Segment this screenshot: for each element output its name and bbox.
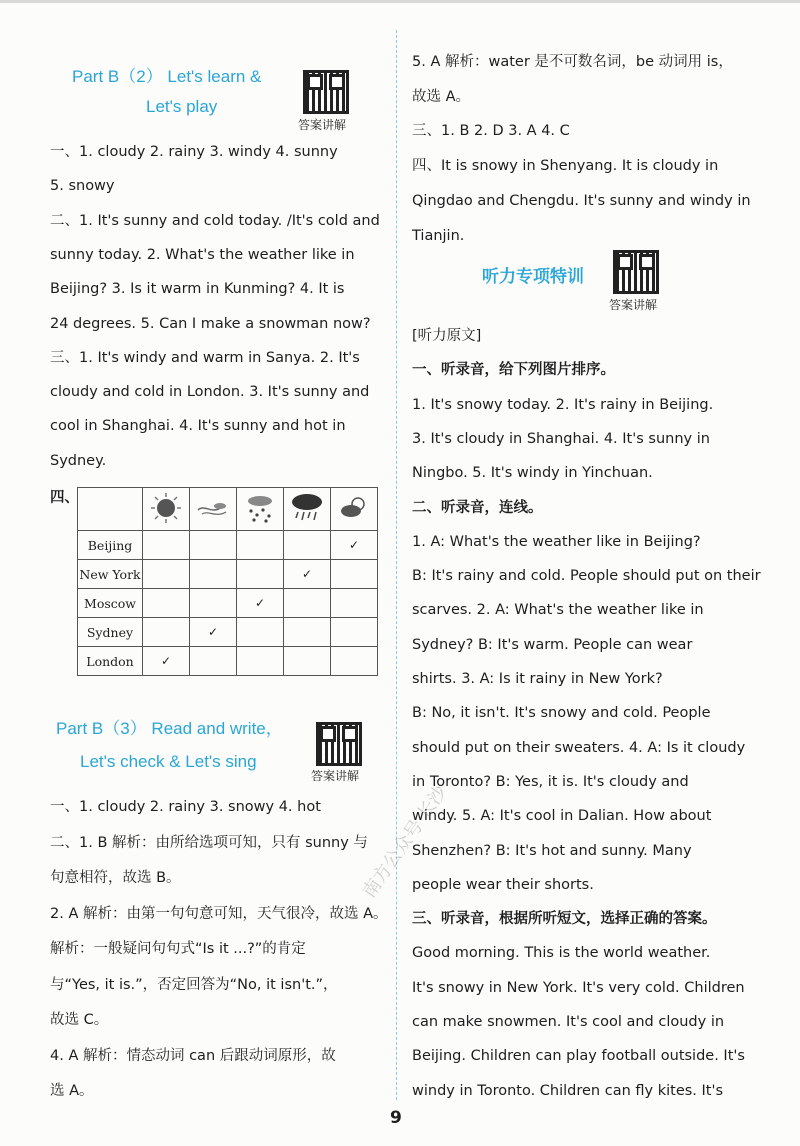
text-line: 4. A 解析：情态动词 can 后跟动词原形，故 xyxy=(50,1047,336,1064)
text-line: should put on their sweaters. 4. A: Is it cloudy xyxy=(412,739,746,756)
text-line: 四、It is snowy in Shenyang. It is cloudy in xyxy=(412,158,719,175)
check-cell xyxy=(331,560,378,589)
corner-cell xyxy=(78,488,143,531)
text-line: Good morning. This is the world weather. xyxy=(412,945,711,962)
cloudy-icon xyxy=(331,488,378,531)
check-cell xyxy=(331,618,378,647)
table-label: 四、 xyxy=(50,490,79,506)
watermark: 南方公众号 长沙 xyxy=(358,781,452,902)
table-row xyxy=(78,589,378,618)
weather-table xyxy=(77,487,378,676)
windy-icon xyxy=(190,488,237,531)
check-cell xyxy=(143,589,190,618)
text-line: 三、听录音，根据所听短文，选择正确的答案。 xyxy=(412,911,717,928)
text-line: Sydney. xyxy=(50,452,107,469)
text-line: 句意相符，故选 B。 xyxy=(50,870,181,886)
check-cell xyxy=(284,589,331,618)
text-line: in Toronto? B: Yes, it is. It's cloudy and xyxy=(412,773,689,790)
text-line: 5. snowy xyxy=(50,178,115,195)
text-line: sunny today. 2. What's the weather like in xyxy=(50,246,355,263)
text-line: 故选 C。 xyxy=(50,1012,109,1028)
check-cell xyxy=(190,560,237,589)
check-cell xyxy=(143,560,190,589)
text-line: Beijing. Children can play football outside. It's xyxy=(412,1048,745,1065)
qr-label: 答案讲解 xyxy=(298,118,347,132)
text-line: Tianjin. xyxy=(412,227,465,244)
city-cell: New York xyxy=(78,560,143,589)
text-line: cool in Shanghai. 4. It's sunny and hot in xyxy=(50,418,346,435)
text-line: cloudy and cold in London. 3. It's sunny and xyxy=(50,384,370,401)
table-row xyxy=(78,560,378,589)
qr-code-icon xyxy=(316,722,362,766)
check-cell xyxy=(237,647,284,676)
text-line: can make snowmen. It's cool and cloudy in xyxy=(412,1014,725,1030)
text-line: Beijing? 3. Is it warm in Kunming? 4. It is xyxy=(50,281,345,298)
qr-code-icon xyxy=(303,70,349,114)
section-title-part-b2-line1: Part B（2） Let's learn & xyxy=(72,67,262,86)
text-line: scarves. 2. A: What's the weather like in xyxy=(412,602,704,619)
text-line: 故选 A。 xyxy=(412,88,471,105)
text-line: 三、1. B 2. D 3. A 4. C xyxy=(412,123,570,140)
text-line: 1. It's snowy today. 2. It's rainy in Beijing. xyxy=(412,396,714,413)
city-cell: Sydney xyxy=(78,618,143,647)
column-divider xyxy=(396,30,397,1100)
check-cell xyxy=(237,531,284,560)
text-line: Qingdao and Chengdu. It's sunny and windy in xyxy=(412,192,751,209)
section-title-part-b2-line2: Let's play xyxy=(146,97,218,116)
page-number: 9 xyxy=(390,1108,402,1128)
text-line: 二、1. B 解析：由所给选项可知，只有 sunny 与 xyxy=(50,834,368,851)
text-line: Shenzhen? B: It's hot and sunny. Many xyxy=(412,842,692,859)
section-title-part-b3-line1: Part B（3） Read and write， xyxy=(56,719,283,738)
text-line: 解析：一般疑问句句式“Is it ...?”的肯定 xyxy=(50,941,306,957)
check-cell xyxy=(331,647,378,676)
qr-label: 答案讲解 xyxy=(609,298,658,312)
check-cell xyxy=(284,531,331,560)
text-line: Ningbo. 5. It's windy in Yinchuan. xyxy=(412,465,653,482)
text-line: windy. 5. A: It's cool in Dalian. How about xyxy=(412,808,712,825)
check-cell xyxy=(190,531,237,560)
section-title-listening: 听力专项特训 xyxy=(482,267,584,286)
check-cell xyxy=(190,647,237,676)
check-cell xyxy=(237,618,284,647)
rainy-icon xyxy=(284,488,331,531)
check-cell xyxy=(237,560,284,589)
text-line: Sydney? B: It's warm. People can wear xyxy=(412,636,693,653)
check-cell xyxy=(331,589,378,618)
qr-label: 答案讲解 xyxy=(311,769,360,783)
qr-code-icon xyxy=(613,250,659,294)
sunny-icon xyxy=(143,488,190,531)
text-line: [听力原文] xyxy=(412,328,482,344)
text-line: 一、1. cloudy 2. rainy 3. windy 4. sunny xyxy=(50,144,338,160)
check-cell: ✓ xyxy=(331,531,378,560)
check-cell xyxy=(143,531,190,560)
text-line: 2. A 解析：由第一句句意可知，天气很冷，故选 A。 xyxy=(50,905,388,922)
table-row xyxy=(78,531,378,560)
text-line: 1. A: What's the weather like in Beijing? xyxy=(412,533,701,550)
text-line: 与“Yes, it is.”，否定回答为“No, it isn't.”， xyxy=(50,976,338,993)
check-cell: ✓ xyxy=(143,647,190,676)
text-line: It's snowy in New York. It's very cold. Children xyxy=(412,979,745,996)
check-cell: ✓ xyxy=(237,589,284,618)
check-cell: ✓ xyxy=(190,618,237,647)
section-title-part-b3-line2: Let's check & Let's sing xyxy=(80,752,257,771)
text-line: 二、1. It's sunny and cold today. /It's cold and xyxy=(50,212,380,229)
check-cell xyxy=(284,618,331,647)
city-cell: Moscow xyxy=(78,589,143,618)
snowy-icon xyxy=(237,488,284,531)
city-cell: Beijing xyxy=(78,531,143,560)
table-row xyxy=(78,618,378,647)
text-line: shirts. 3. A: Is it rainy in New York? xyxy=(412,671,663,687)
text-line: 5. A 解析：water 是不可数名词，be 动词用 is， xyxy=(412,54,733,70)
text-line: 24 degrees. 5. Can I make a snowman now? xyxy=(50,315,371,332)
table-row xyxy=(78,647,378,676)
text-line: B: No, it isn't. It's snowy and cold. People xyxy=(412,705,711,722)
check-cell xyxy=(284,647,331,676)
text-line: windy in Toronto. Children can fly kites. It's xyxy=(412,1082,724,1099)
text-line: 一、听录音，给下列图片排序。 xyxy=(412,362,615,379)
top-edge xyxy=(0,0,800,3)
text-line: 3. It's cloudy in Shanghai. 4. It's sunny in xyxy=(412,430,710,447)
text-line: 二、听录音，连线。 xyxy=(412,499,543,516)
check-cell xyxy=(143,618,190,647)
check-cell xyxy=(190,589,237,618)
text-line: 三、1. It's windy and warm in Sanya. 2. It's xyxy=(50,349,360,366)
text-line: 一、1. cloudy 2. rainy 3. snowy 4. hot xyxy=(50,799,321,815)
text-line: 选 A。 xyxy=(50,1083,94,1099)
city-cell: London xyxy=(78,647,143,676)
check-cell: ✓ xyxy=(284,560,331,589)
text-line: people wear their shorts. xyxy=(412,876,594,893)
text-line: B: It's rainy and cold. People should put on their xyxy=(412,568,761,585)
